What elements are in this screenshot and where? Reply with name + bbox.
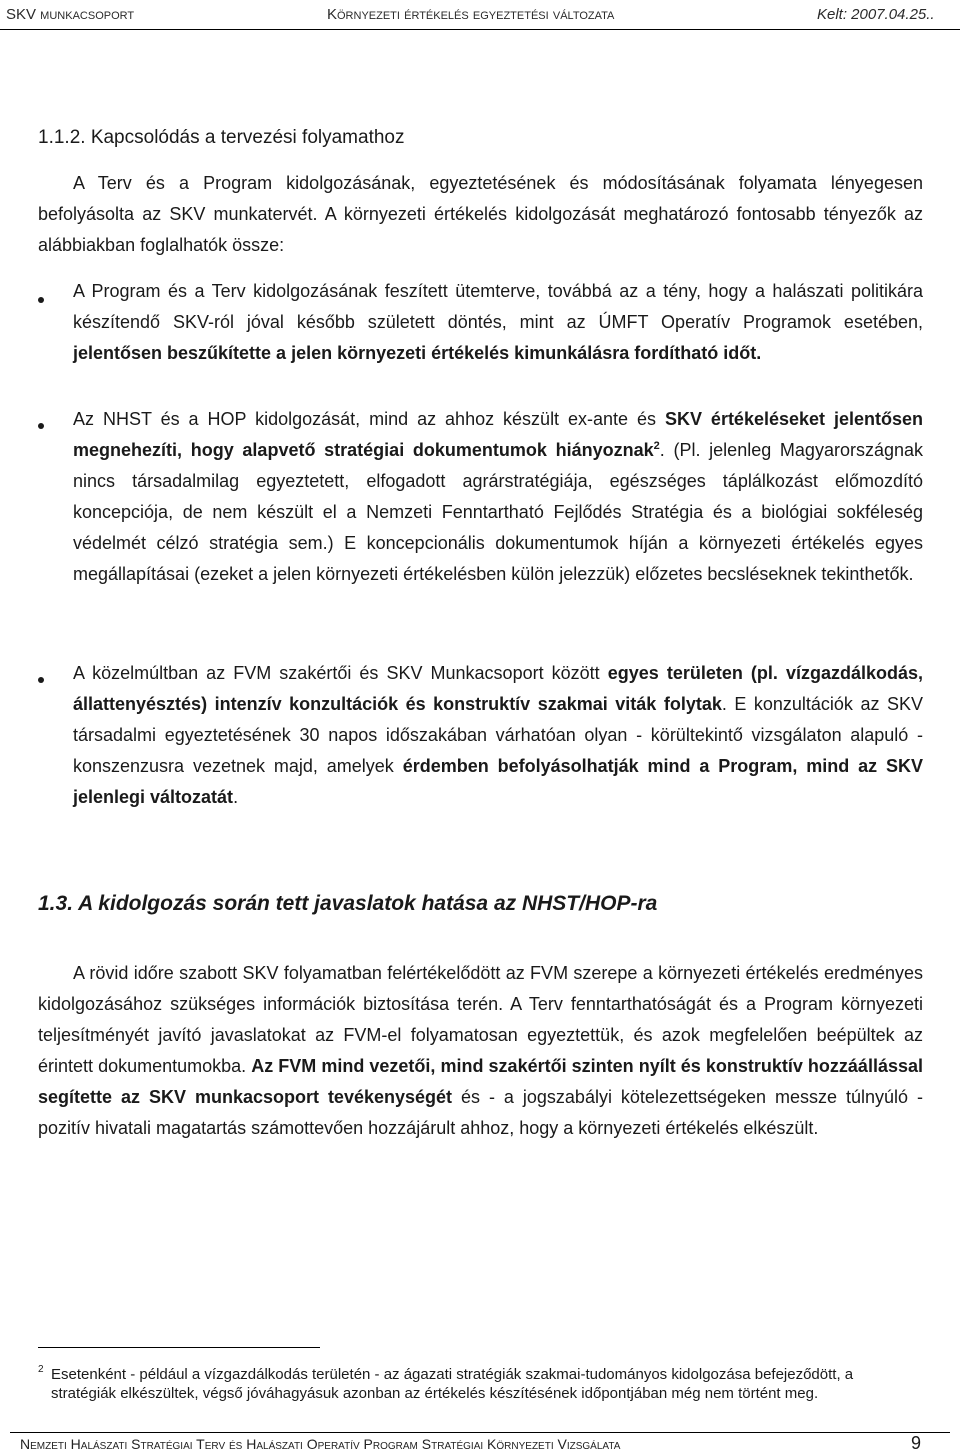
bullet-1-dot	[38, 297, 44, 303]
emphasis-run: jelentősen beszűkítette a jelen környezeti értékelés kimunkálásra fordítható időt.	[73, 343, 762, 363]
text-run: .	[233, 787, 239, 807]
footnote-rule	[38, 1347, 320, 1348]
text-run: Az NHST és a HOP kidolgozását, mind az ahhoz készült ex-ante és	[73, 409, 665, 429]
header-rule	[0, 29, 960, 30]
footer-rule	[10, 1432, 950, 1433]
header-date: Kelt: 2007.04.25..	[817, 6, 935, 23]
section-heading-1-3: 1.3. A kidolgozás során tett javaslatok hatása az NHST/HOP-ra	[38, 892, 658, 915]
bullet-2	[73, 404, 923, 590]
section-1-3-paragraph	[38, 958, 923, 1144]
bullet-2-dot	[38, 423, 44, 429]
bullet-3-dot	[38, 677, 44, 683]
text-run: . (Pl. jelenleg Magyarországnak nincs társadalmilag egyeztetett, elfogadott agrárstratégiája, egészséges táplálkozást előmozdító koncepciója, de nem készült el a Nemzeti Fenntartható Fejlődés Stratégia és a biológiai sokféleség védelmét célzó stratégia sem.) E koncepcionális dokumentumok híján a környezeti értékelés egyes megállapításai (ezeket a jelen környezeti értékelésben külön jelezzük) előzetes becsléseknek tekinthetők.	[73, 440, 923, 584]
footnote-text: Esetenként - például a vízgazdálkodás területén - az ágazati stratégiák szakmai-tudományos kidolgozása befejeződött, a stratégiák elkészültek, végső jóváhagyásuk azonban az értékelés készítésének időpontjában még nem történt meg.	[51, 1366, 854, 1402]
header-document-version: Környezeti értékelés egyeztetési változata	[327, 6, 615, 23]
text-run: A közelmúltban az FVM szakértői és SKV Munkacsoport között	[73, 663, 608, 683]
section-heading-1-1-2: 1.1.2. Kapcsolódás a tervezési folyamathoz	[38, 127, 405, 148]
bullet-3	[73, 658, 923, 813]
text-run: . E konzultációk az SKV társadalmi egyeztetésének 30 napos időszakában várhatóan olyan - körültekintő vizsgálaton alapuló - konszenzusra vezetnek majd, amelyek	[73, 694, 923, 776]
bullet-1	[73, 276, 923, 369]
emphasis-run: egyes területen (pl. vízgazdálkodás, állattenyésztés) intenzív konzultációk és konstruktív szakmai viták folytak	[73, 663, 923, 714]
emphasis-run: érdemben befolyásolhatják mind a Program, mind az SKV jelenlegi változatát	[73, 756, 923, 807]
intro-paragraph: A Terv és a Program kidolgozásának, egyeztetésének és módosításának folyamata lényegesen befolyásolta az SKV munkatervét. A környezeti értékelés kidolgozását meghatározó fontosabb tényezők az alábbiakban foglalhatók össze:	[38, 173, 923, 255]
footnote: 2 Esetenként - például a vízgazdálkodás területén - az ágazati stratégiák szakmai-tudományos kidolgozása befejeződött, a stratégiák elkészültek, végső jóváhagyásuk azonban az értékelés készítésének időpontjában még nem történt meg.	[38, 1364, 854, 1402]
text-run: A rövid időre szabott SKV folyamatban felértékelődött az FVM szerepe a környezeti értékelés eredményes kidolgozásához szükséges információk biztosítása terén. A Terv fenntarthatóságát és a Program környezeti teljesítményét javító javaslatokat az FVM-el folyamatosan egyeztettük, és azok megfelelően beépültek az érintett dokumentumokba.	[38, 963, 923, 1076]
emphasis-run: SKV értékeléseket jelentősen megnehezíti, hogy alapvető stratégiai dokumentumok hiányoznak	[73, 409, 923, 460]
footer-title: Nemzeti Halászati Stratégiai Terv és Halászati Operatív Program Stratégiai Környezeti Vizsgálata	[20, 1436, 621, 1452]
page-number: 9	[911, 1433, 922, 1453]
emphasis-run: Az FVM mind vezetői, mind szakértői szinten nyílt és konstruktív hozzáállással segítette az SKV munkacsoport tevékenységét	[38, 1056, 923, 1107]
page-header	[0, 0, 960, 28]
footnote-reference: 2	[653, 440, 660, 452]
text-run: és - a jogszabályi kötelezettségeken messze túlnyúló - pozitív hivatali magatartás számottevően hozzájárult ahhoz, hogy a környezeti értékelés elkészült.	[38, 1087, 923, 1138]
header-left: SKV munkacsoport	[6, 6, 135, 23]
text-run: A Program és a Terv kidolgozásának feszített ütemterve, továbbá az a tény, hogy a halászati politikára készítendő SKV-ról jóval később született döntés, mint az ÚMFT Operatív Programok esetében,	[73, 281, 923, 332]
